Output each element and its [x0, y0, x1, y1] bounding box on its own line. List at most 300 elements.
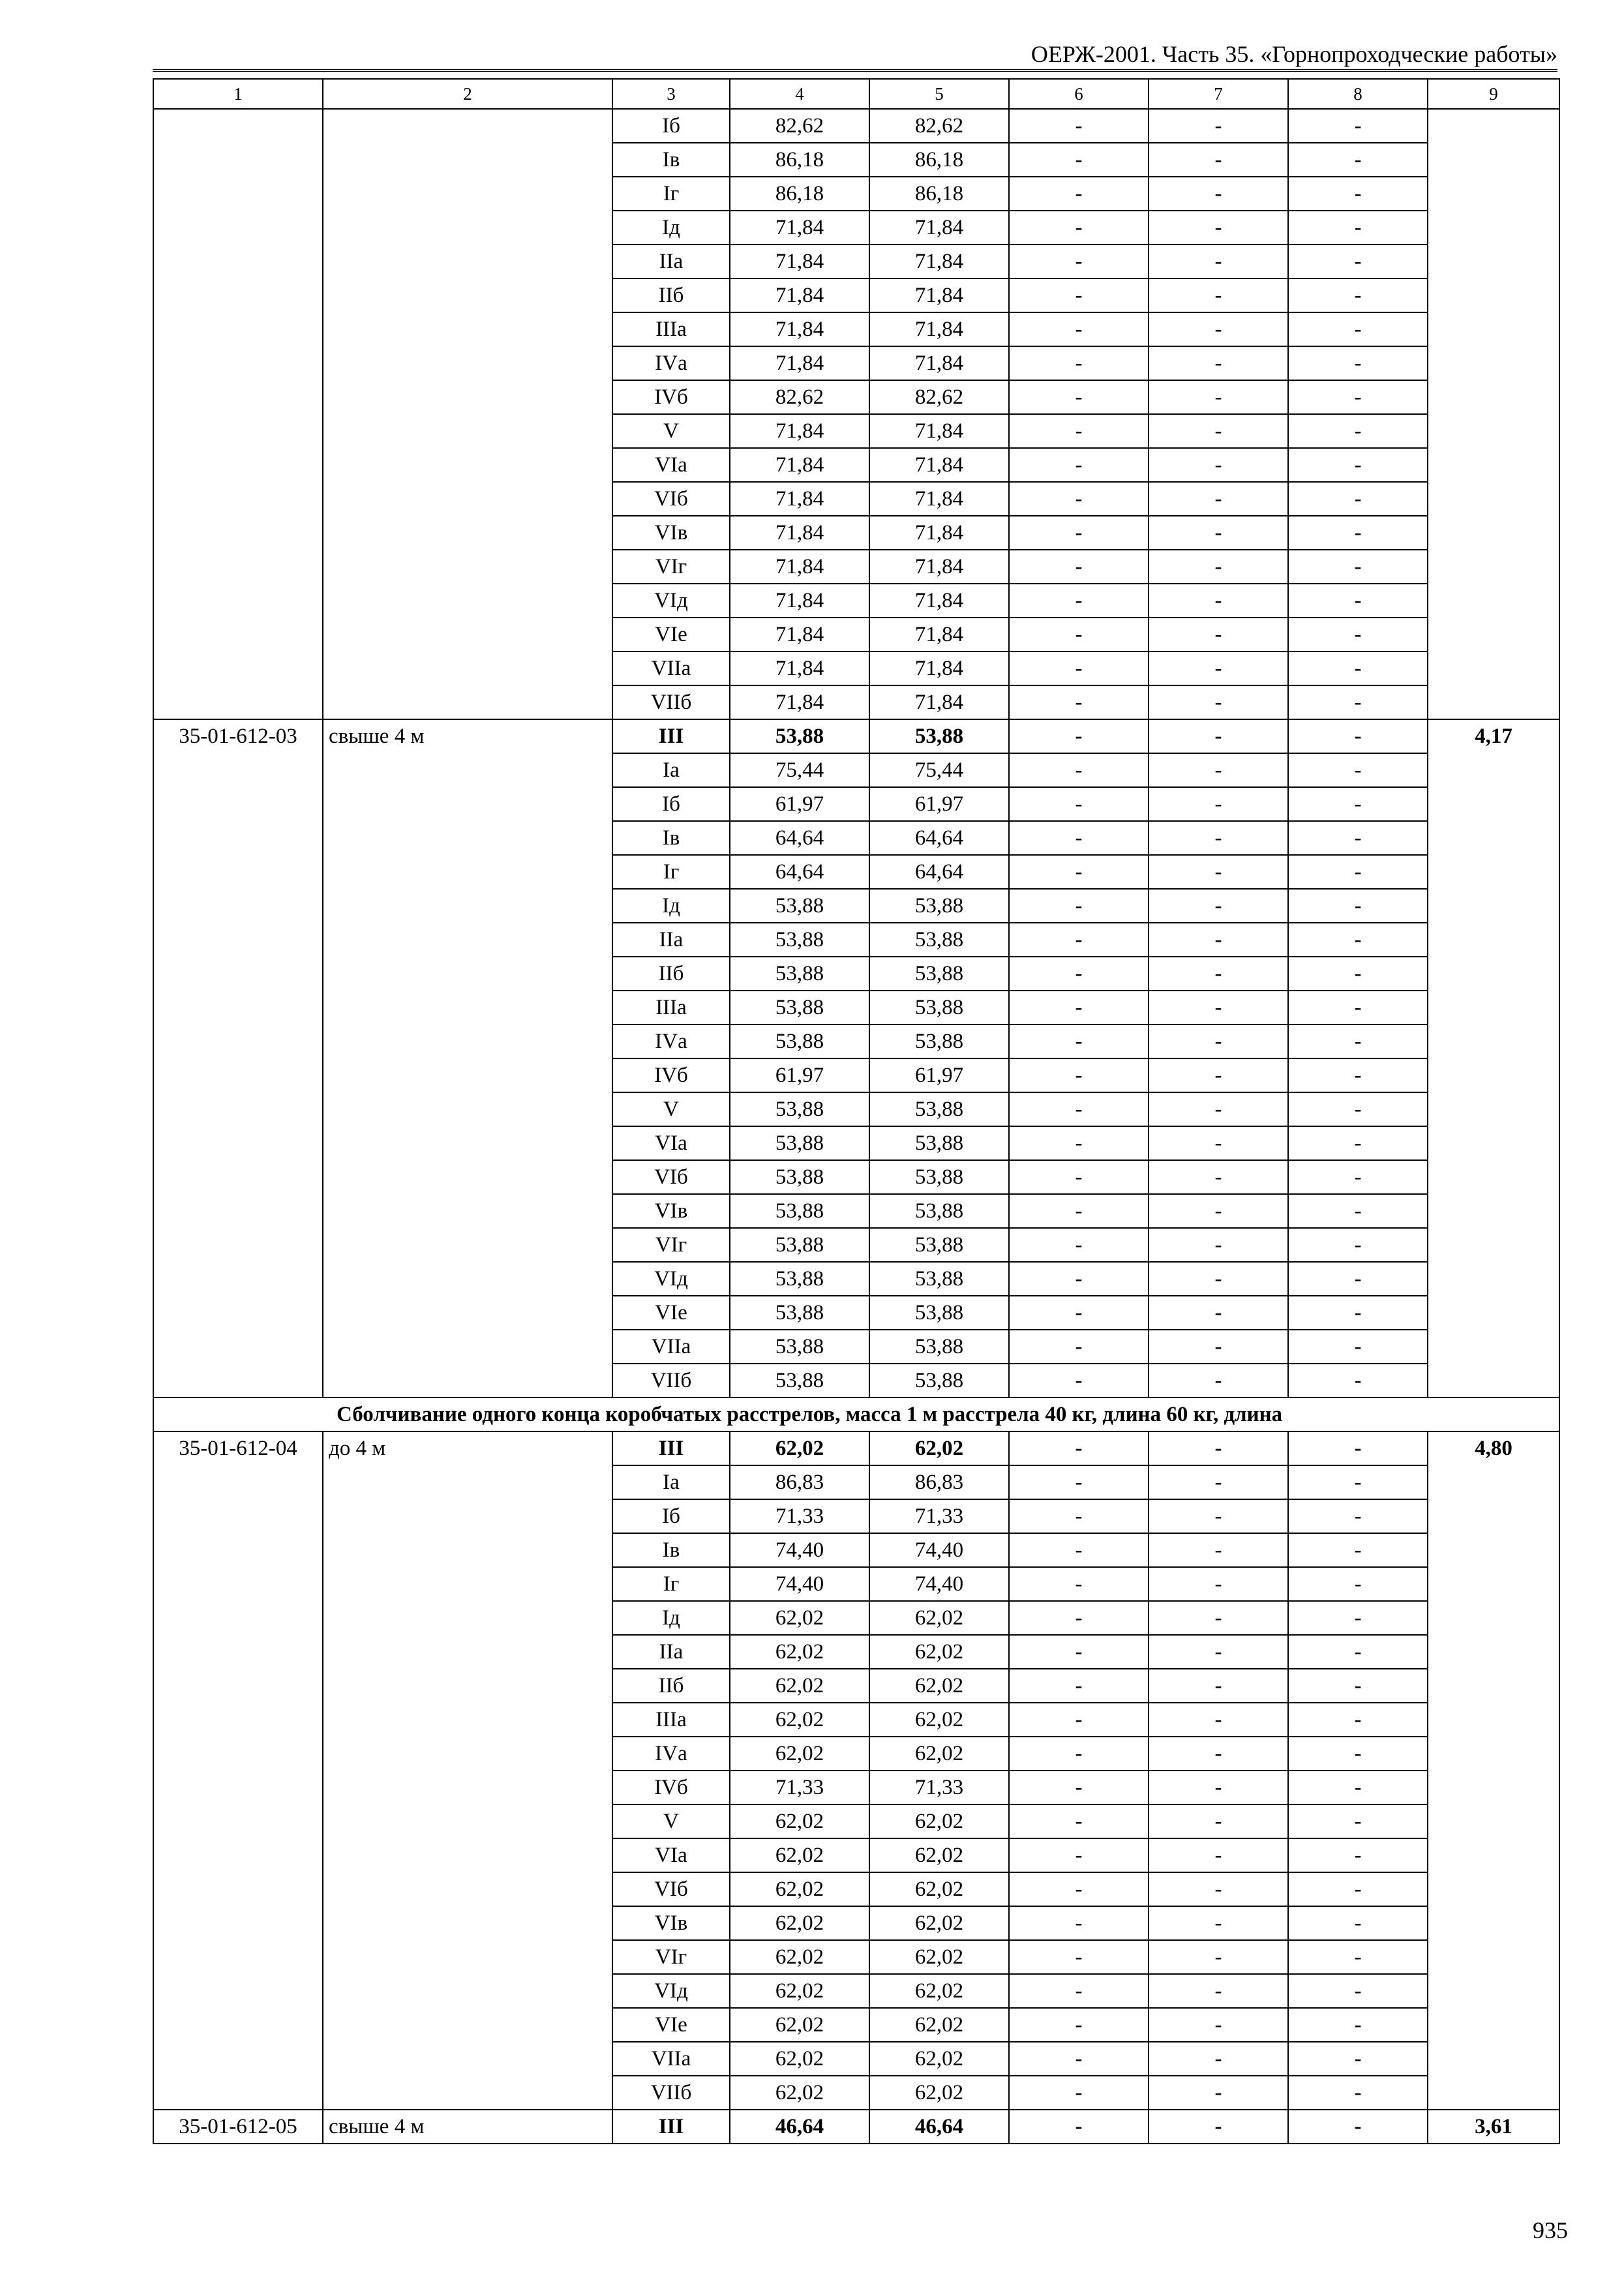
- region-cell: IIIа: [612, 991, 730, 1025]
- value-cell: -: [1149, 1126, 1288, 1160]
- value-cell: 62,02: [869, 2076, 1009, 2110]
- value-cell: -: [1009, 1804, 1149, 1838]
- value-cell: 71,33: [869, 1499, 1009, 1533]
- value-cell: -: [1149, 719, 1288, 753]
- value-cell: -: [1149, 380, 1288, 414]
- value-cell: -: [1288, 753, 1428, 787]
- value-cell: 64,64: [730, 821, 869, 855]
- region-cell: VIIб: [612, 1364, 730, 1398]
- value-cell: -: [1288, 923, 1428, 957]
- value-cell: 53,88: [869, 1092, 1009, 1126]
- rate-code: 35-01-612-04: [153, 1431, 323, 2110]
- value-cell: -: [1288, 1703, 1428, 1737]
- value-cell: -: [1149, 1669, 1288, 1703]
- document-title: ОЕРЖ-2001. Часть 35. «Горнопроходческие работы»: [1030, 41, 1557, 67]
- value-cell: 71,84: [730, 618, 869, 651]
- value-cell: -: [1288, 245, 1428, 278]
- value-cell: 53,88: [730, 1092, 869, 1126]
- region-cell: VIг: [612, 1940, 730, 1974]
- value-cell: -: [1149, 1567, 1288, 1601]
- value-cell: 53,88: [869, 923, 1009, 957]
- value-cell: 71,84: [730, 584, 869, 618]
- value-cell: -: [1288, 346, 1428, 380]
- value-cell: -: [1149, 2042, 1288, 2076]
- value-cell: -: [1009, 448, 1149, 482]
- value-cell: -: [1149, 2008, 1288, 2042]
- rate-description: [323, 109, 612, 719]
- value-cell: -: [1009, 991, 1149, 1025]
- value-cell: -: [1009, 1194, 1149, 1228]
- value-cell: 71,84: [730, 448, 869, 482]
- value-cell: -: [1009, 278, 1149, 312]
- region-cell: Iв: [612, 143, 730, 177]
- value-cell: -: [1288, 855, 1428, 889]
- value-cell: 71,84: [869, 685, 1009, 719]
- value-cell: 62,02: [869, 1940, 1009, 1974]
- value-cell: 62,02: [869, 1669, 1009, 1703]
- value-cell: 71,84: [869, 448, 1009, 482]
- value-cell: -: [1149, 1330, 1288, 1364]
- value-cell: -: [1149, 1601, 1288, 1635]
- value-cell: -: [1009, 1872, 1149, 1906]
- value-cell: -: [1149, 1906, 1288, 1940]
- value-cell: -: [1149, 448, 1288, 482]
- region-cell: IVб: [612, 380, 730, 414]
- value-cell: -: [1009, 550, 1149, 584]
- value-cell: 53,88: [730, 1194, 869, 1228]
- value-cell: 53,88: [730, 1025, 869, 1058]
- value-cell: -: [1149, 1533, 1288, 1567]
- value-cell: -: [1288, 516, 1428, 550]
- value-cell: 82,62: [869, 109, 1009, 143]
- value-cell: 53,88: [730, 719, 869, 753]
- value-cell: 62,02: [730, 1737, 869, 1771]
- value-cell: 71,84: [730, 346, 869, 380]
- value-cell: -: [1288, 211, 1428, 245]
- value-cell: -: [1009, 923, 1149, 957]
- region-cell: Iб: [612, 109, 730, 143]
- region-cell: V: [612, 1804, 730, 1838]
- value-cell: 71,84: [869, 414, 1009, 448]
- value-cell: 71,84: [869, 516, 1009, 550]
- region-cell: VIIб: [612, 685, 730, 719]
- value-cell: 64,64: [869, 855, 1009, 889]
- value-cell: -: [1149, 1635, 1288, 1669]
- value-cell: -: [1288, 1058, 1428, 1092]
- value-cell: -: [1149, 482, 1288, 516]
- value-cell: -: [1288, 2042, 1428, 2076]
- value-cell: -: [1009, 957, 1149, 991]
- value-cell: -: [1149, 1771, 1288, 1804]
- value-cell: -: [1009, 889, 1149, 923]
- region-cell: IIIа: [612, 312, 730, 346]
- value-cell: 82,62: [869, 380, 1009, 414]
- value-cell: 61,97: [869, 1058, 1009, 1092]
- value-cell: 61,97: [730, 1058, 869, 1092]
- value-cell: -: [1288, 1228, 1428, 1262]
- value-cell: 71,84: [730, 312, 869, 346]
- region-cell: Iв: [612, 821, 730, 855]
- value-cell: 53,88: [869, 1160, 1009, 1194]
- region-cell: VIIа: [612, 651, 730, 685]
- region-cell: VIе: [612, 2008, 730, 2042]
- region-cell: VIд: [612, 1262, 730, 1296]
- value-cell: 86,18: [730, 143, 869, 177]
- value-cell: -: [1288, 1465, 1428, 1499]
- region-cell: VIа: [612, 448, 730, 482]
- value-cell: 71,84: [730, 414, 869, 448]
- value-cell: -: [1288, 177, 1428, 211]
- value-cell: -: [1009, 380, 1149, 414]
- value-cell: -: [1009, 1126, 1149, 1160]
- section-heading: Сболчивание одного конца коробчатых расстрелов, масса 1 м расстрела 40 кг, длина 60 кг, длина: [153, 1398, 1559, 1431]
- value-cell: -: [1288, 1126, 1428, 1160]
- value-cell: -: [1288, 1635, 1428, 1669]
- region-cell: VIг: [612, 1228, 730, 1262]
- value-cell: -: [1009, 482, 1149, 516]
- value-cell: 62,02: [869, 1737, 1009, 1771]
- value-cell: -: [1288, 1669, 1428, 1703]
- value-cell: -: [1009, 516, 1149, 550]
- value-cell: 71,33: [730, 1771, 869, 1804]
- value-cell: 62,02: [869, 1906, 1009, 1940]
- value-cell: -: [1149, 991, 1288, 1025]
- value-cell: -: [1288, 1804, 1428, 1838]
- value-cell: 71,84: [730, 482, 869, 516]
- page-header: [153, 39, 1557, 72]
- value-cell: -: [1149, 109, 1288, 143]
- table-row: [153, 719, 1559, 753]
- value-cell: 71,84: [869, 550, 1009, 584]
- column-number: 3: [612, 79, 730, 109]
- region-cell: VIе: [612, 1296, 730, 1330]
- value-cell: -: [1149, 889, 1288, 923]
- region-cell: IIб: [612, 957, 730, 991]
- value-cell: 82,62: [730, 109, 869, 143]
- value-cell: -: [1288, 1025, 1428, 1058]
- region-cell: VIIб: [612, 2076, 730, 2110]
- value-cell: 53,88: [869, 1126, 1009, 1160]
- value-cell: 53,88: [869, 1262, 1009, 1296]
- value-cell: -: [1149, 516, 1288, 550]
- section-heading-row: [153, 1398, 1559, 1431]
- rate-code: 35-01-612-05: [153, 2110, 323, 2144]
- value-cell: 71,84: [869, 211, 1009, 245]
- value-cell: -: [1288, 380, 1428, 414]
- value-cell: -: [1288, 448, 1428, 482]
- value-cell: -: [1149, 685, 1288, 719]
- value-cell: 62,02: [869, 1872, 1009, 1906]
- rate-code: [153, 109, 323, 719]
- value-cell: 62,02: [730, 2008, 869, 2042]
- value-cell: -: [1288, 719, 1428, 753]
- value-cell: -: [1149, 278, 1288, 312]
- value-cell: -: [1009, 1567, 1149, 1601]
- value-cell: -: [1288, 1974, 1428, 2008]
- value-cell: 71,33: [869, 1771, 1009, 1804]
- region-cell: Iа: [612, 753, 730, 787]
- value-cell: -: [1009, 1058, 1149, 1092]
- value-cell: -: [1009, 1635, 1149, 1669]
- value-cell: 53,88: [730, 957, 869, 991]
- value-cell: -: [1009, 719, 1149, 753]
- value-cell: -: [1009, 312, 1149, 346]
- value-cell: -: [1149, 550, 1288, 584]
- value-cell: 62,02: [869, 1431, 1009, 1465]
- value-cell: -: [1009, 143, 1149, 177]
- rate-description: до 4 м: [323, 1431, 612, 2110]
- column-number: 8: [1288, 79, 1428, 109]
- value-cell: 62,02: [730, 1838, 869, 1872]
- table-row: [153, 109, 1559, 143]
- value-cell: -: [1149, 312, 1288, 346]
- value-cell: -: [1288, 278, 1428, 312]
- value-cell: -: [1009, 1737, 1149, 1771]
- region-cell: Iг: [612, 1567, 730, 1601]
- region-cell: V: [612, 1092, 730, 1126]
- value-cell: -: [1009, 1703, 1149, 1737]
- region-cell: IVб: [612, 1771, 730, 1804]
- region-cell: IIб: [612, 278, 730, 312]
- value-cell: -: [1009, 1160, 1149, 1194]
- region-cell: IVа: [612, 1737, 730, 1771]
- value-cell: 62,02: [869, 1838, 1009, 1872]
- value-cell: -: [1288, 2008, 1428, 2042]
- value-cell: 46,64: [730, 2110, 869, 2144]
- value-cell: -: [1149, 1940, 1288, 1974]
- region-cell: VIа: [612, 1838, 730, 1872]
- value-cell: -: [1149, 1092, 1288, 1126]
- value-cell: -: [1149, 1194, 1288, 1228]
- value-cell: 62,02: [869, 1635, 1009, 1669]
- value-cell: -: [1009, 1974, 1149, 2008]
- value-cell: 71,84: [869, 618, 1009, 651]
- value-cell: 53,88: [730, 1228, 869, 1262]
- value-cell: 64,64: [869, 821, 1009, 855]
- value-cell: -: [1288, 1330, 1428, 1364]
- value-cell: -: [1149, 1160, 1288, 1194]
- value-cell: -: [1149, 821, 1288, 855]
- region-cell: IVа: [612, 346, 730, 380]
- value-cell: 71,84: [730, 685, 869, 719]
- region-cell: IIIа: [612, 1703, 730, 1737]
- value-cell: 71,84: [869, 245, 1009, 278]
- value-cell: 61,97: [869, 787, 1009, 821]
- value-cell: 53,88: [730, 1126, 869, 1160]
- value-cell: -: [1288, 1499, 1428, 1533]
- region-cell: VIIа: [612, 1330, 730, 1364]
- value-cell: -: [1149, 1431, 1288, 1465]
- region-cell: Iг: [612, 855, 730, 889]
- value-cell: -: [1009, 855, 1149, 889]
- value-cell: 71,84: [730, 651, 869, 685]
- value-cell: -: [1009, 245, 1149, 278]
- value-cell: -: [1009, 2042, 1149, 2076]
- region-cell: VIв: [612, 1194, 730, 1228]
- region-cell: IIа: [612, 1635, 730, 1669]
- region-cell: Iд: [612, 211, 730, 245]
- value-cell: 71,84: [869, 346, 1009, 380]
- value-cell: -: [1009, 109, 1149, 143]
- value-cell: -: [1288, 1872, 1428, 1906]
- column-number: 6: [1009, 79, 1149, 109]
- value-cell: -: [1009, 2110, 1149, 2144]
- value-cell: -: [1288, 651, 1428, 685]
- value-cell: -: [1149, 1465, 1288, 1499]
- value-cell: -: [1288, 1092, 1428, 1126]
- region-cell: VIб: [612, 1160, 730, 1194]
- value-cell: -: [1149, 245, 1288, 278]
- value-cell: 62,02: [869, 2008, 1009, 2042]
- value-cell: 86,83: [730, 1465, 869, 1499]
- rate-description: свыше 4 м: [323, 719, 612, 1398]
- value-cell: 62,02: [730, 1601, 869, 1635]
- value-cell: 71,84: [730, 516, 869, 550]
- value-cell: 71,84: [730, 278, 869, 312]
- value-cell: 86,18: [869, 177, 1009, 211]
- value-cell: 71,84: [730, 211, 869, 245]
- rate-code: 35-01-612-03: [153, 719, 323, 1398]
- region-cell: Iд: [612, 1601, 730, 1635]
- column-number: 7: [1149, 79, 1288, 109]
- value-cell: -: [1288, 1364, 1428, 1398]
- value-cell: 75,44: [869, 753, 1009, 787]
- value-cell: -: [1288, 821, 1428, 855]
- value-cell: -: [1149, 211, 1288, 245]
- header-rule: [153, 69, 1557, 72]
- value-cell: -: [1288, 1601, 1428, 1635]
- value-cell: 62,02: [730, 2042, 869, 2076]
- value-cell: -: [1149, 1228, 1288, 1262]
- value-cell: -: [1288, 550, 1428, 584]
- value-cell: -: [1149, 1872, 1288, 1906]
- value-cell: 71,84: [869, 482, 1009, 516]
- region-cell: IVа: [612, 1025, 730, 1058]
- value-cell: -: [1149, 177, 1288, 211]
- value-cell: 74,40: [730, 1533, 869, 1567]
- value-cell: 86,83: [869, 1465, 1009, 1499]
- value-cell: 53,88: [730, 991, 869, 1025]
- value-cell: -: [1149, 1058, 1288, 1092]
- value-cell: -: [1149, 923, 1288, 957]
- region-cell: V: [612, 414, 730, 448]
- value-cell: -: [1009, 1330, 1149, 1364]
- value-cell: 53,88: [730, 1262, 869, 1296]
- value-cell: -: [1009, 1431, 1149, 1465]
- region-cell: Iб: [612, 1499, 730, 1533]
- value-cell: 62,02: [730, 1906, 869, 1940]
- region-cell: VIе: [612, 618, 730, 651]
- column-number: 1: [153, 79, 323, 109]
- value-cell: -: [1288, 312, 1428, 346]
- value-cell: -: [1149, 1364, 1288, 1398]
- column-number: 5: [869, 79, 1009, 109]
- region-cell: Iб: [612, 787, 730, 821]
- value-cell: 74,40: [730, 1567, 869, 1601]
- value-cell: -: [1288, 787, 1428, 821]
- value-cell: 53,88: [869, 1228, 1009, 1262]
- value-cell: -: [1009, 1940, 1149, 1974]
- value-cell: 62,02: [730, 1974, 869, 2008]
- value-cell: 62,02: [730, 1431, 869, 1465]
- value-cell: 53,88: [730, 1364, 869, 1398]
- value-cell: -: [1009, 1025, 1149, 1058]
- page-number: 935: [1533, 2217, 1568, 2243]
- value-cell: -: [1288, 1940, 1428, 1974]
- value-cell: -: [1288, 1906, 1428, 1940]
- value-cell: -: [1009, 414, 1149, 448]
- region-cell: VIг: [612, 550, 730, 584]
- value-cell: 53,88: [869, 1330, 1009, 1364]
- region-cell: VIв: [612, 516, 730, 550]
- value-cell: -: [1009, 1601, 1149, 1635]
- region-cell: IVб: [612, 1058, 730, 1092]
- value-cell: -: [1009, 1533, 1149, 1567]
- value-cell: -: [1009, 1092, 1149, 1126]
- value-cell: 62,02: [730, 1703, 869, 1737]
- value-cell: -: [1149, 1296, 1288, 1330]
- value-cell: 62,02: [730, 1804, 869, 1838]
- value-cell: 71,84: [730, 245, 869, 278]
- value-cell: -: [1009, 821, 1149, 855]
- value-cell: -: [1288, 482, 1428, 516]
- value-cell: 71,84: [730, 550, 869, 584]
- rate-description: свыше 4 м: [323, 2110, 612, 2144]
- value-cell: -: [1009, 753, 1149, 787]
- value-cell: -: [1009, 787, 1149, 821]
- value-cell: -: [1009, 1296, 1149, 1330]
- value-cell: 75,44: [730, 753, 869, 787]
- value-cell: 62,02: [869, 1974, 1009, 2008]
- value-cell: -: [1009, 1669, 1149, 1703]
- column-9-value: 3,61: [1428, 2110, 1559, 2144]
- value-cell: 46,64: [869, 2110, 1009, 2144]
- value-cell: 71,84: [869, 312, 1009, 346]
- value-cell: 53,88: [869, 1194, 1009, 1228]
- region-cell: VIд: [612, 1974, 730, 2008]
- column-number-row: [153, 79, 1559, 109]
- value-cell: 71,33: [730, 1499, 869, 1533]
- value-cell: 62,02: [869, 1804, 1009, 1838]
- value-cell: 62,02: [730, 1872, 869, 1906]
- column-number: 2: [323, 79, 612, 109]
- value-cell: 53,88: [730, 1160, 869, 1194]
- region-cell: VIд: [612, 584, 730, 618]
- value-cell: -: [1149, 1974, 1288, 2008]
- value-cell: -: [1009, 618, 1149, 651]
- value-cell: -: [1009, 1465, 1149, 1499]
- column-9-value: [1428, 109, 1559, 719]
- value-cell: 53,88: [869, 889, 1009, 923]
- value-cell: -: [1149, 1737, 1288, 1771]
- value-cell: -: [1149, 346, 1288, 380]
- value-cell: -: [1288, 1296, 1428, 1330]
- value-cell: -: [1288, 2076, 1428, 2110]
- value-cell: -: [1288, 143, 1428, 177]
- value-cell: -: [1009, 346, 1149, 380]
- value-cell: -: [1009, 1771, 1149, 1804]
- value-cell: -: [1288, 957, 1428, 991]
- region-cell: III: [612, 1431, 730, 1465]
- value-cell: 86,18: [869, 143, 1009, 177]
- value-cell: -: [1288, 1194, 1428, 1228]
- column-9-value: 4,80: [1428, 1431, 1559, 2110]
- region-cell: IIа: [612, 245, 730, 278]
- value-cell: 71,84: [869, 651, 1009, 685]
- value-cell: -: [1149, 618, 1288, 651]
- value-cell: -: [1009, 651, 1149, 685]
- value-cell: 53,88: [730, 923, 869, 957]
